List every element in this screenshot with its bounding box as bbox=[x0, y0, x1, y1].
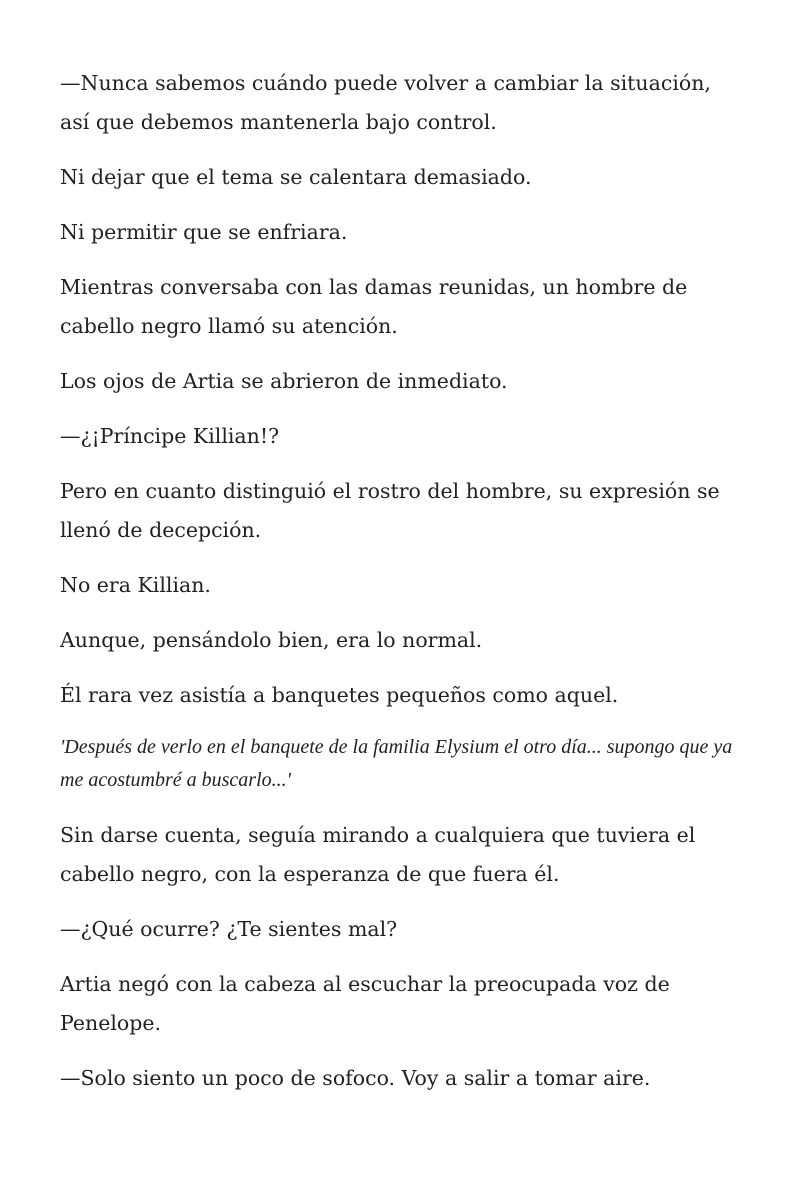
paragraph: —¿¡Príncipe Killian!? bbox=[60, 424, 280, 448]
paragraph: —Solo siento un poco de sofoco. Voy a salir a tomar aire. bbox=[60, 1066, 651, 1090]
paragraph: —¿Qué ocurre? ¿Te sientes mal? bbox=[60, 917, 398, 941]
paragraph: Ni dejar que el tema se calentara demasiado. bbox=[60, 165, 532, 189]
paragraph: No era Killian. bbox=[60, 573, 211, 597]
inner-thought-paragraph: 'Después de verlo en el banquete de la familia Elysium el otro día... supongo que ya me acostumbré a buscarlo...' bbox=[60, 736, 733, 791]
paragraph: Los ojos de Artia se abrieron de inmediato. bbox=[60, 369, 508, 393]
paragraph: —Nunca sabemos cuándo puede volver a cambiar la situación, así que debemos mantenerla bajo control. bbox=[60, 71, 711, 134]
paragraph: Pero en cuanto distinguió el rostro del hombre, su expresión se llenó de decepción. bbox=[60, 479, 720, 542]
paragraph: Mientras conversaba con las damas reunidas, un hombre de cabello negro llamó su atención. bbox=[60, 275, 688, 338]
paragraph: Artia negó con la cabeza al escuchar la preocupada voz de Penelope. bbox=[60, 972, 670, 1035]
paragraph: Ni permitir que se enfriara. bbox=[60, 220, 348, 244]
paragraph: Él rara vez asistía a banquetes pequeños como aquel. bbox=[60, 683, 619, 707]
paragraph: Sin darse cuenta, seguía mirando a cualquiera que tuviera el cabello negro, con la esperanza de que fuera él. bbox=[60, 823, 696, 886]
paragraph: Aunque, pensándolo bien, era lo normal. bbox=[60, 628, 483, 652]
